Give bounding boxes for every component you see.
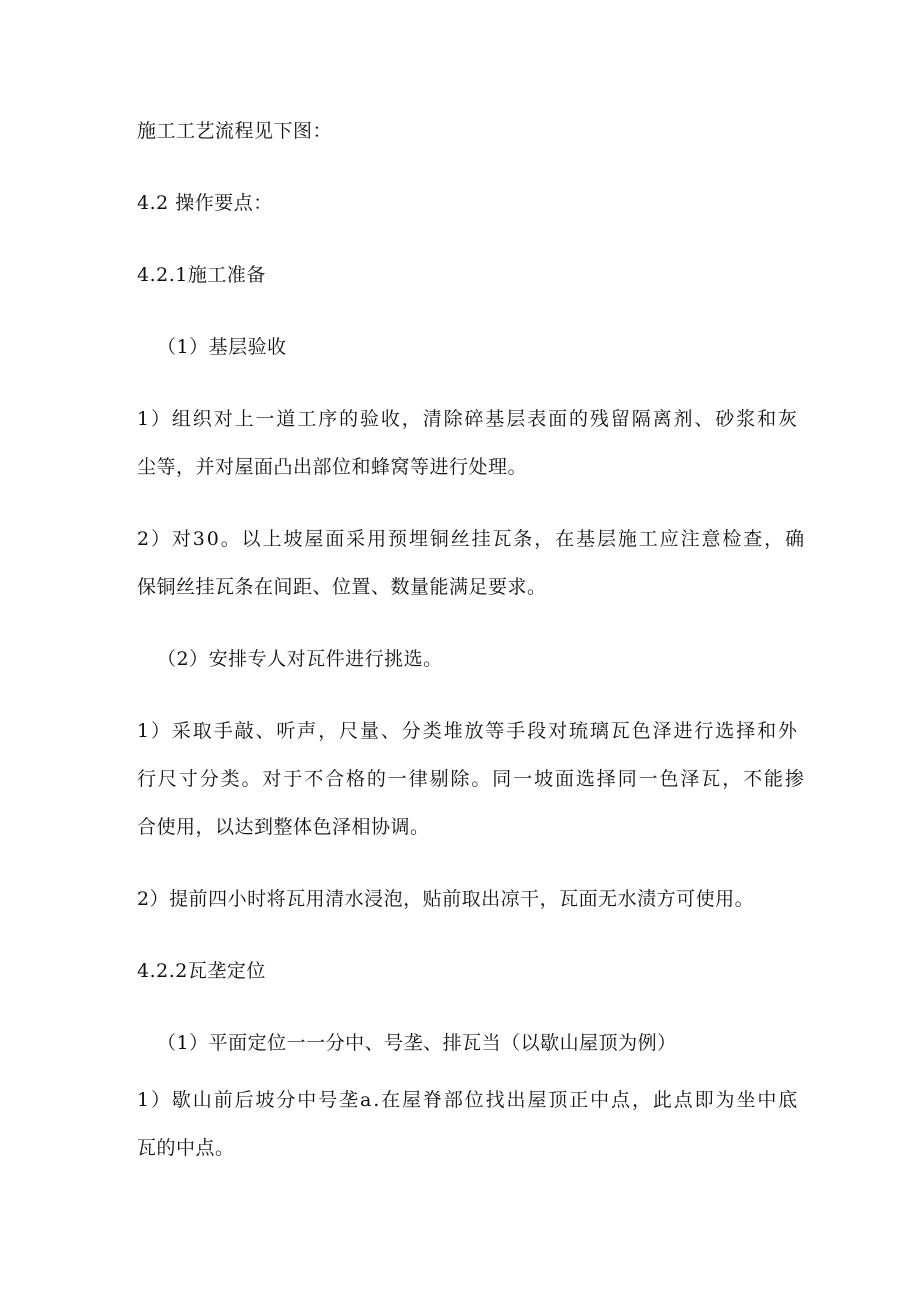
- paragraph-line: 1）歇山前后坡分中号垄a.在屋脊部位找出屋顶正中点，此点即为坐中底: [137, 1089, 800, 1111]
- paragraph-line: 1）采取手敲、听声，尺量、分类堆放等手段对琉璃瓦色泽进行选择和外: [137, 720, 799, 742]
- paragraph-line: 瓦的中点。: [137, 1137, 235, 1159]
- item-heading-tile-selection: （2）安排专人对瓦件进行挑选。: [157, 648, 443, 670]
- item-heading-plane-positioning: （1）平面定位一一分中、号垄、排瓦当（以歇山屋顶为例）: [157, 1032, 677, 1054]
- paragraph-line: 2）对30。以上坡屋面采用预埋铜丝挂瓦条，在基层施工应注意检查，确: [137, 528, 806, 550]
- paragraph-line: 行尺寸分类。对于不合格的一律剔除。同一坡面选择同一色泽瓦，不能掺: [137, 768, 806, 790]
- flow-intro-text: 施工工艺流程见下图：: [137, 120, 333, 142]
- paragraph-line: 合使用，以达到整体色泽相协调。: [137, 816, 430, 838]
- paragraph-line: 2）提前四小时将瓦用清水浸泡，贴前取出凉干，瓦面无水渍方可使用。: [137, 888, 755, 910]
- paragraph-line: 尘等，并对屋面凸出部位和蜂窝等进行处理。: [137, 456, 528, 478]
- section-heading-4-2-1: 4.2.1施工准备: [137, 264, 266, 286]
- section-heading-4-2: 4.2 操作要点：: [137, 192, 273, 214]
- item-heading-base-acceptance: （1）基层验收: [157, 336, 287, 358]
- paragraph-line: 1）组织对上一道工序的验收，清除碎基层表面的残留隔离剂、砂浆和灰: [137, 408, 799, 430]
- section-heading-4-2-2: 4.2.2瓦垄定位: [137, 960, 266, 982]
- paragraph-line: 保铜丝挂瓦条在间距、位置、数量能满足要求。: [137, 576, 547, 598]
